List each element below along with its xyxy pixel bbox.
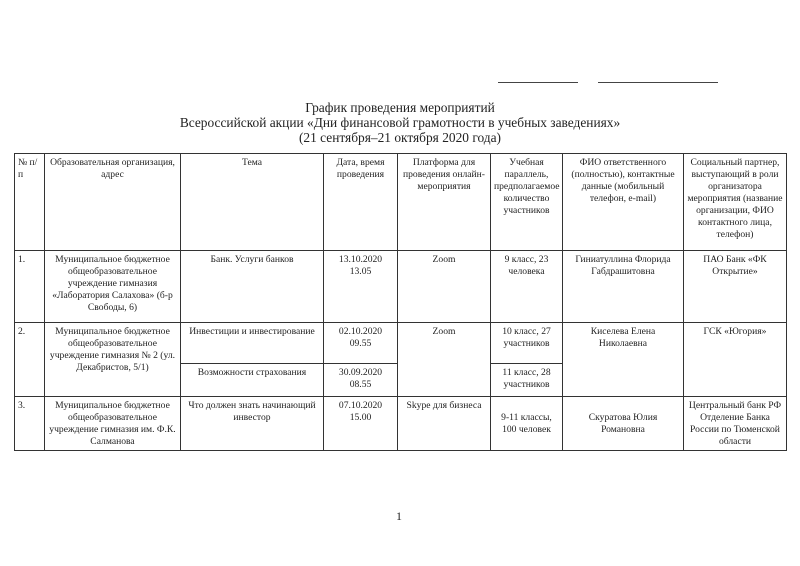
- row-platform: Zoom: [398, 251, 491, 323]
- table-row: [15, 323, 787, 364]
- signature-line-2: [598, 82, 718, 83]
- row-responsible: Киселева Елена Николаевна: [563, 323, 684, 397]
- row-org: Муниципальное бюджетное общеобразовательное учреждение гимназия № 2 (ул. Декабристов, 5/1): [45, 323, 181, 397]
- row-responsible: Скуратова Юлия Романовна: [563, 397, 684, 451]
- row-org: Муниципальное бюджетное общеобразовательное учреждение гимназия «Лаборатория Салахова» (б-р Свободы, 6): [45, 251, 181, 323]
- table-header-row: [15, 154, 787, 251]
- row-org: Муниципальное бюджетное общеобразовательное учреждение гимназия им. Ф.К. Салманова: [45, 397, 181, 451]
- document-period: (21 сентября–21 октября 2020 года): [298, 130, 502, 145]
- col-header-partner: Социальный партнер, выступающий в роли организатора мероприятия (название организации, ФИО контактного лица, телефон): [684, 154, 787, 251]
- row-grade: 11 класс, 28 участников: [491, 364, 563, 397]
- signature-line-1: [498, 82, 578, 83]
- col-header-num: № п/п: [15, 154, 45, 251]
- row-datetime: 13.10.2020 13.05: [324, 251, 398, 323]
- row-datetime: 07.10.2020 15.00: [324, 397, 398, 451]
- col-header-responsible: ФИО ответственного (полностью), контактные данные (мобильный телефон, e-mail): [563, 154, 684, 251]
- row-num: 1.: [15, 251, 45, 323]
- row-grade: 9 класс, 23 человека: [491, 251, 563, 323]
- col-header-grade: Учебная параллель, предполагаемое количество участников: [491, 154, 563, 251]
- row-topic: Что должен знать начинающий инвестор: [181, 397, 324, 451]
- row-datetime: 02.10.2020 09.55: [324, 323, 398, 364]
- row-partner: ГСК «Югория»: [684, 323, 787, 397]
- document-title: График проведения мероприятий: [305, 100, 495, 115]
- row-topic: Банк. Услуги банков: [181, 251, 324, 323]
- col-header-org: Образовательная организация, адрес: [45, 154, 181, 251]
- row-num: 2.: [15, 323, 45, 397]
- page-number: 1: [396, 509, 402, 523]
- row-num: 3.: [15, 397, 45, 451]
- row-platform: Zoom: [398, 323, 491, 397]
- col-header-topic: Тема: [181, 154, 324, 251]
- col-header-platform: Платформа для проведения онлайн-мероприятия: [398, 154, 491, 251]
- table-row: [15, 251, 787, 323]
- row-datetime: 30.09.2020 08.55: [324, 364, 398, 397]
- col-header-datetime: Дата, время проведения: [324, 154, 398, 251]
- row-partner: ПАО Банк «ФК Открытие»: [684, 251, 787, 323]
- row-topic: Возможности страхования: [181, 364, 324, 397]
- row-grade: 10 класс, 27 участников: [491, 323, 563, 364]
- row-responsible: Гиниатуллина Флорида Габдрашитовна: [563, 251, 684, 323]
- row-platform: Skype для бизнеса: [398, 397, 491, 451]
- schedule-table: [14, 153, 787, 451]
- table-row: [15, 397, 787, 451]
- row-partner: Центральный банк РФ Отделение Банка России по Тюменской области: [684, 397, 787, 451]
- document-subtitle: Всероссийской акции «Дни финансовой грамотности в учебных заведениях»: [179, 115, 621, 130]
- row-grade: 9-11 классы, 100 человек: [491, 397, 563, 451]
- row-topic: Инвестиции и инвестирование: [181, 323, 324, 364]
